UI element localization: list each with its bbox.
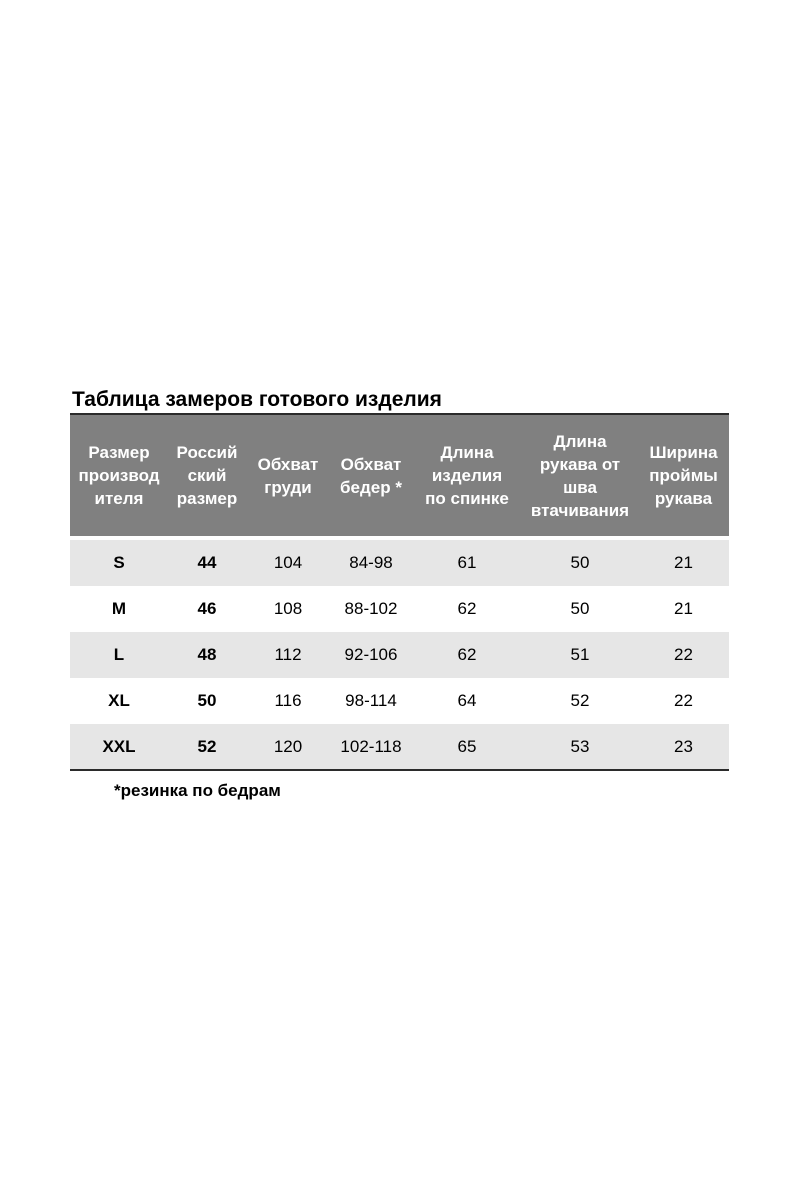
cell-back-length: 64 bbox=[457, 691, 477, 710]
cell-manufacturer-size: S bbox=[113, 553, 125, 572]
cell-armhole-width: 22 bbox=[674, 691, 693, 710]
header-back-length: Длина изделия по спинке bbox=[412, 414, 522, 536]
cell-chest-girth: 112 bbox=[274, 645, 302, 664]
cell-manufacturer-size: L bbox=[113, 645, 125, 664]
header-armhole-width: Ширина проймы рукава bbox=[638, 414, 729, 536]
table-row bbox=[70, 540, 729, 586]
cell-chest-girth: 108 bbox=[273, 599, 303, 618]
cell-hip-girth: 88-102 bbox=[344, 599, 398, 618]
cell-manufacturer-size: XL bbox=[108, 691, 130, 710]
cell-sleeve-length: 52 bbox=[570, 691, 590, 710]
cell-back-length: 62 bbox=[457, 645, 477, 664]
page-title: Таблица замеров готового изделия bbox=[72, 388, 442, 411]
cell-armhole-width: 21 bbox=[674, 599, 693, 618]
cell-russian-size: 46 bbox=[197, 599, 217, 618]
cell-sleeve-length: 50 bbox=[570, 599, 590, 618]
header-sleeve-length: Длина рукава от шва втачивания bbox=[522, 414, 638, 536]
cell-manufacturer-size: M bbox=[111, 599, 127, 618]
header-chest-girth: Обхват груди bbox=[246, 414, 330, 536]
cell-russian-size: 48 bbox=[197, 645, 217, 664]
cell-hip-girth: 92-106 bbox=[344, 645, 398, 664]
cell-sleeve-length: 51 bbox=[570, 645, 590, 664]
cell-armhole-width: 23 bbox=[638, 724, 729, 770]
header-hip-girth: Обхват бедер * bbox=[330, 414, 412, 536]
cell-sleeve-length: 53 bbox=[522, 724, 638, 770]
cell-chest-girth: 120 bbox=[246, 724, 330, 770]
cell-back-length: 62 bbox=[457, 599, 477, 618]
cell-back-length: 65 bbox=[412, 724, 522, 770]
table-row bbox=[70, 586, 729, 632]
cell-sleeve-length: 50 bbox=[570, 553, 590, 572]
table-header-row bbox=[70, 414, 729, 536]
cell-manufacturer-size: XXL bbox=[70, 724, 168, 770]
table-row bbox=[70, 632, 729, 678]
cell-russian-size: 44 bbox=[197, 553, 217, 572]
header-russian-size: Россий ский размер bbox=[168, 414, 246, 536]
cell-armhole-width: 22 bbox=[674, 645, 693, 664]
cell-chest-girth: 116 bbox=[274, 691, 302, 710]
header-manufacturer-size: Размер производ ителя bbox=[70, 414, 168, 536]
cell-hip-girth: 98-114 bbox=[345, 691, 397, 710]
table-row bbox=[70, 724, 729, 770]
cell-hip-girth: 102-118 bbox=[330, 724, 412, 770]
size-table bbox=[70, 413, 729, 771]
cell-hip-girth: 84-98 bbox=[349, 553, 393, 572]
cell-russian-size: 50 bbox=[197, 691, 217, 710]
cell-back-length: 61 bbox=[457, 553, 477, 572]
footnote: *резинка по бедрам bbox=[114, 781, 281, 800]
table-row bbox=[70, 678, 729, 724]
cell-russian-size: 52 bbox=[168, 724, 246, 770]
cell-chest-girth: 104 bbox=[273, 553, 303, 572]
cell-armhole-width: 21 bbox=[674, 553, 693, 572]
